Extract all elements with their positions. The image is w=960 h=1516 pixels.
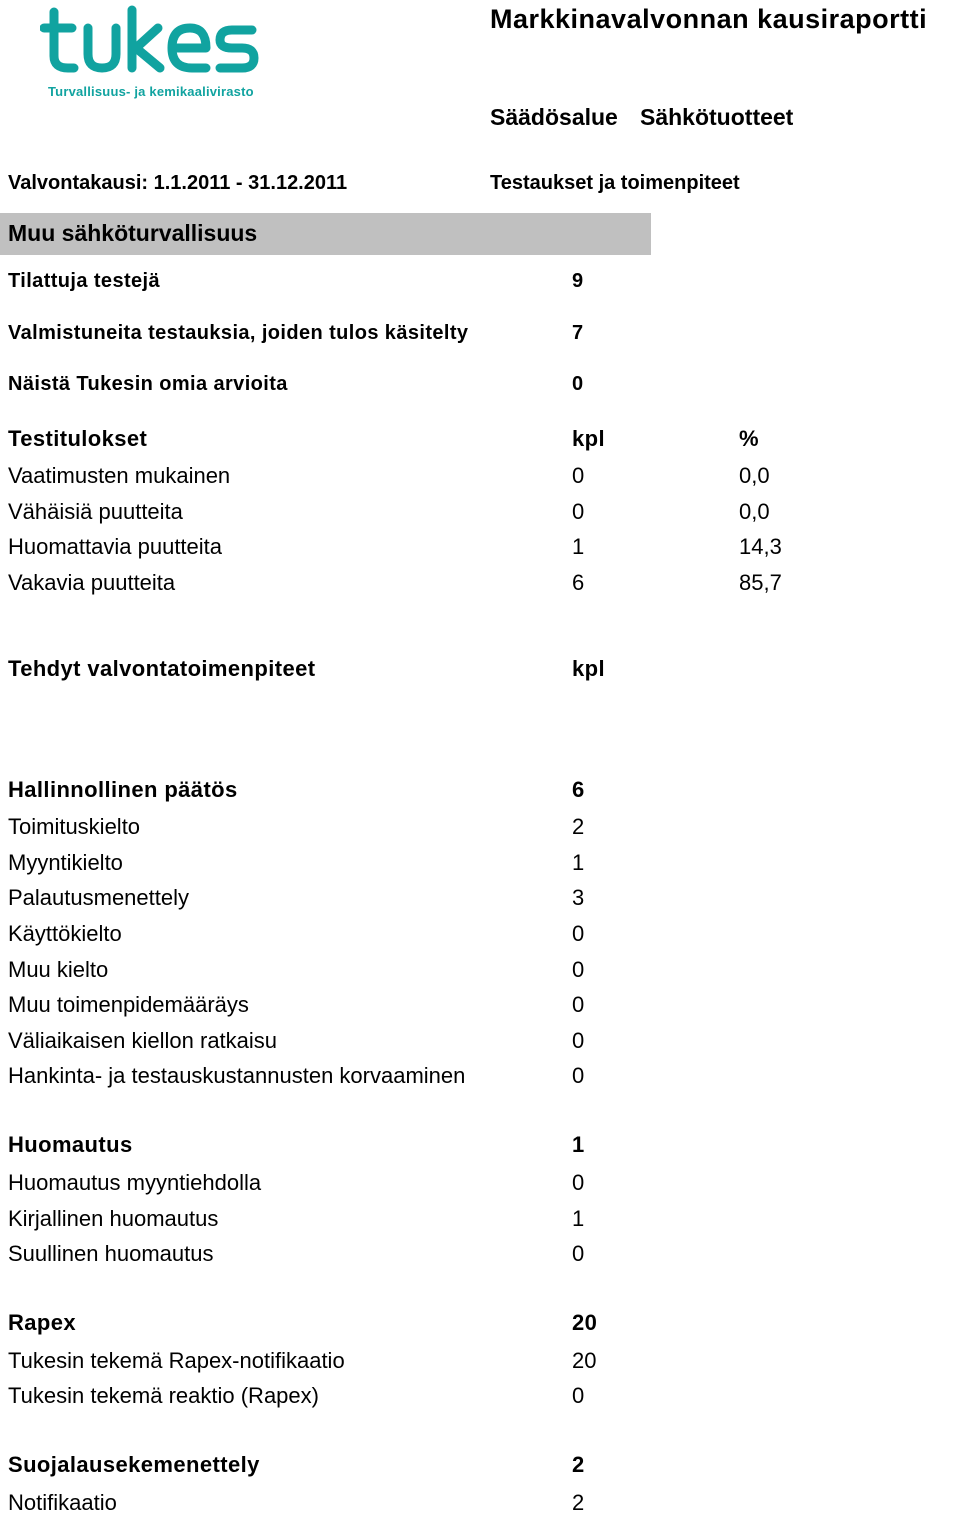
summary-label: Näistä Tukesin omia arvioita	[8, 373, 288, 395]
item-label: Hankinta- ja testauskustannusten korvaaminen	[8, 1063, 466, 1088]
item-label: Myyntikielto	[8, 850, 123, 875]
test-result-percent: 0,0	[739, 499, 770, 524]
area-label: Säädösalue	[490, 104, 618, 130]
test-result-label: Huomattavia puutteita	[8, 534, 223, 559]
item-value: 0	[572, 1063, 585, 1088]
item-label: Huomautus myyntiehdolla	[8, 1170, 262, 1195]
test-result-label: Vakavia puutteita	[8, 570, 176, 595]
item-label: Toimituskielto	[8, 814, 141, 839]
test-result-count: 1	[572, 534, 585, 559]
measures-title: Tehdyt valvontatoimenpiteet	[8, 656, 316, 681]
area-value: Sähkötuotteet	[640, 104, 794, 130]
summary-label: Tilattuja testejä	[8, 270, 161, 292]
group-label: Hallinnollinen päätös	[8, 777, 238, 802]
test-result-percent: 0,0	[739, 463, 770, 488]
item-label: Käyttökielto	[8, 921, 122, 946]
item-value: 0	[572, 921, 585, 946]
group-label: Suojalausekemenettely	[8, 1452, 260, 1477]
item-label: Palautusmenettely	[8, 885, 189, 910]
item-label: Muu kielto	[8, 957, 109, 982]
test-result-percent: 14,3	[739, 534, 782, 559]
item-value: 2	[572, 814, 585, 839]
reporting-period: Valvontakausi: 1.1.2011 - 31.12.2011	[8, 172, 348, 194]
test-result-count: 0	[572, 463, 585, 488]
group-value: 20	[572, 1310, 598, 1335]
item-value: 0	[572, 1170, 585, 1195]
summary-value: 9	[572, 270, 584, 292]
item-label: Kirjallinen huomautus	[8, 1206, 219, 1231]
item-value: 3	[572, 885, 585, 910]
group-value: 1	[572, 1132, 585, 1157]
item-value: 2	[572, 1490, 585, 1515]
test-result-percent: 85,7	[739, 570, 782, 595]
test-result-label: Vaatimusten mukainen	[8, 463, 231, 488]
item-label: Tukesin tekemä Rapex-notifikaatio	[8, 1348, 345, 1373]
tukes-logo	[40, 4, 280, 100]
item-value: 0	[572, 1028, 585, 1053]
test-results-title: Testitulokset	[8, 426, 148, 451]
section-title: Muu sähköturvallisuus	[8, 220, 258, 246]
report-title: Markkinavalvonnan kausiraportti	[490, 4, 928, 34]
test-results-percent-header: %	[739, 426, 759, 451]
item-value: 0	[572, 1241, 585, 1266]
item-label: Suullinen huomautus	[8, 1241, 214, 1266]
item-label: Tukesin tekemä reaktio (Rapex)	[8, 1383, 319, 1408]
test-results-count-header: kpl	[572, 426, 605, 451]
item-value: 20	[572, 1348, 597, 1373]
measures-count-header: kpl	[572, 656, 605, 681]
summary-value: 0	[572, 373, 584, 395]
test-result-count: 6	[572, 570, 585, 595]
tukes-wordmark-logo	[40, 4, 280, 84]
item-label: Väliaikaisen kiellon ratkaisu	[8, 1028, 278, 1053]
summary-value: 7	[572, 322, 584, 344]
item-label: Notifikaatio	[8, 1490, 117, 1515]
report-subheading: Testaukset ja toimenpiteet	[490, 172, 740, 194]
item-value: 0	[572, 1383, 585, 1408]
group-label: Huomautus	[8, 1132, 133, 1157]
logo-tagline: Turvallisuus- ja kemikaalivirasto	[48, 84, 254, 99]
item-value: 0	[572, 992, 585, 1017]
item-value: 0	[572, 957, 585, 982]
group-label: Rapex	[8, 1310, 77, 1335]
summary-label: Valmistuneita testauksia, joiden tulos käsitelty	[8, 322, 469, 344]
group-value: 6	[572, 777, 585, 802]
item-label: Muu toimenpidemääräys	[8, 992, 249, 1017]
item-value: 1	[572, 850, 585, 875]
item-value: 1	[572, 1206, 585, 1231]
test-result-label: Vähäisiä puutteita	[8, 499, 183, 524]
group-value: 2	[572, 1452, 585, 1477]
test-result-count: 0	[572, 499, 585, 524]
